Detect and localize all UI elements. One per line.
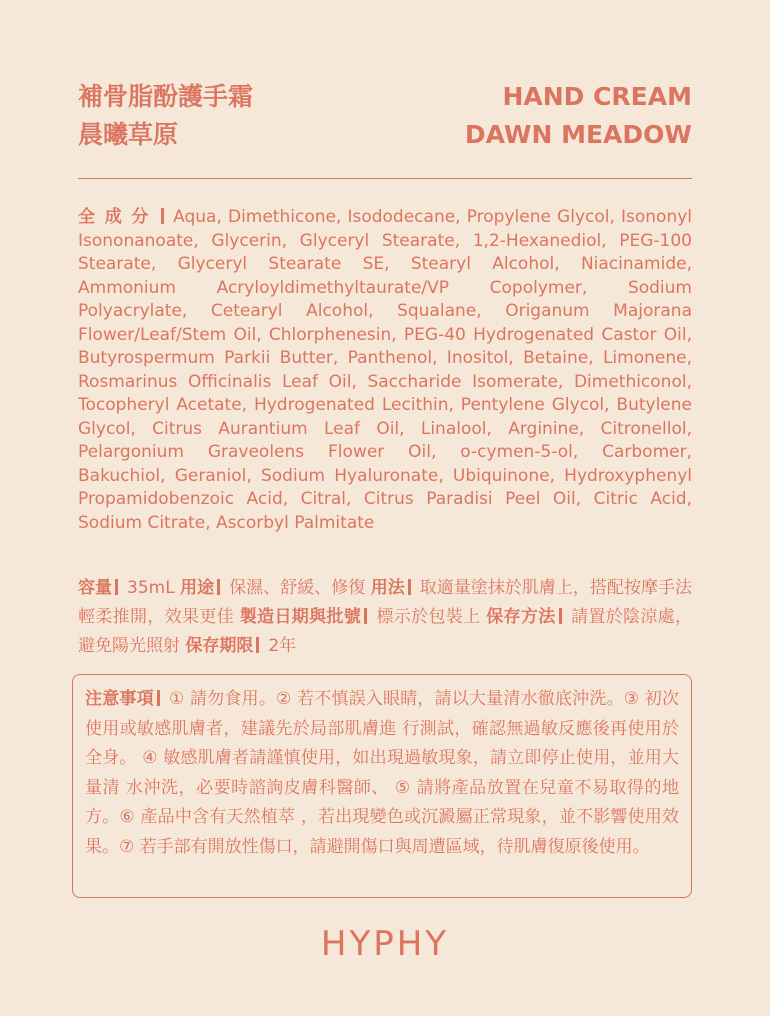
usage-value: 保濕、舒緩、修復 [229, 578, 366, 598]
product-info-section [78, 574, 692, 661]
separator-bar [115, 579, 118, 595]
method-label: 用法 [370, 578, 405, 598]
shelf-life-value: 2年 [268, 636, 297, 656]
title-en-line1: HAND CREAM [502, 82, 692, 111]
usage-label: 用途 [180, 578, 215, 598]
title-zh-line1: 補骨脂酚護手霜 [78, 82, 254, 111]
product-title-zh [78, 78, 253, 154]
ingredients-label: 全成分 [78, 207, 159, 227]
header [78, 78, 692, 170]
precautions-text: ① 請勿食用。② 若不慎誤入眼睛，請以大量清水徹底沖洗。③ 初次使用或敏感肌膚者，建議先於局部肌膚進 行測試，確認無過敏反應後再使用於全身。 ④ 敏感肌膚者請謹慎使用，如出現過敏現象，請立即停止使用，並用大量清 水沖洗，必要時諮詢皮膚科醫師、 ⑤ 請將產品放置在兒童不易取得的地方。⑥ 產品中含有天然植萃 ，若出現變色或沉澱屬正常現象，並不影響使用效果。⑦ 若手部有開放性傷口，請避開傷口與周遭區域，待肌膚復原後使用。 [85, 689, 680, 857]
shelf-life-label: 保存期限 [185, 636, 254, 656]
volume-value: 35mL [127, 578, 175, 598]
volume-label: 容量 [78, 578, 113, 598]
date-batch-label: 製造日期與批號 [239, 607, 362, 627]
separator-bar [217, 579, 220, 595]
separator-bar [364, 608, 367, 624]
product-title-en [465, 78, 692, 154]
precautions-box [72, 674, 692, 898]
header-divider [78, 178, 692, 179]
ingredients-section [78, 206, 692, 535]
title-zh-line2: 晨曦草原 [78, 120, 179, 149]
storage-value: 請置於陰涼處，避免陽光照射 [78, 607, 693, 656]
separator-bar [408, 579, 411, 595]
date-batch-value: 標示於包裝上 [376, 607, 481, 627]
separator-bar [157, 690, 160, 706]
separator-bar [256, 637, 259, 653]
title-en-line2: DAWN MEADOW [464, 120, 692, 149]
precautions-label: 注意事項 [85, 689, 154, 709]
separator-bar [161, 208, 164, 224]
brand-logo: HYPHY [320, 924, 450, 964]
separator-bar [559, 608, 562, 624]
storage-label: 保存方法 [486, 607, 556, 627]
method-value: 取適量塗抹於肌膚上，搭配按摩手法輕柔推開，效果更佳 [78, 578, 692, 627]
ingredients-text: Aqua, Dimethicone, Isododecane, Propylene Glycol, Isononyl Isononanoate, Glycerin, Glyceryl Stearate, 1,2-Hexanediol, PEG-100 Stearate, Glyceryl Stearate SE, Stearyl Alcohol, Niacinamide, Ammonium Acryloyldimethyltaurate/VP Copolymer, Sodium Polyacrylate, Cetearyl Alcohol, Squalane, Origanum Majorana Flower/Leaf/Stem Oil, Chlorphenesin, PEG-40 Hydrogenated Castor Oil, Butyrospermum Parkii Butter, Panthenol, Inositol, Betaine, Limonene, Rosmarinus Officinalis Leaf Oil, Saccharide Isomerate, Dimethiconol, Tocopheryl Acetate, Hydrogenated Lecithin, Pentylene Glycol, Butylene Glycol, Citrus Aurantium Leaf Oil, Linalool, Arginine, Citronellol, Pelargonium Graveolens Flower Oil, o-cymen-5-ol, Carbomer, Bakuchiol, Geraniol, Sodium Hyaluronate, Ubiquinone, Hydroxyphenyl Propamidobenzoic Acid, Citral, Citrus Paradisi Peel Oil, Citric Acid, Sodium Citrate, Ascorbyl Palmitate [78, 207, 692, 533]
